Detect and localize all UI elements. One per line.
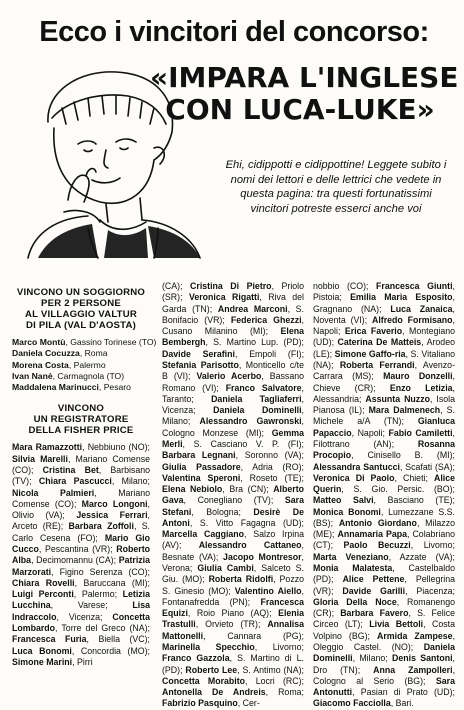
winner-name: Letizia Lucchina [12, 589, 150, 611]
winner-name: Franco Salvatore [225, 382, 302, 393]
winner-place: , Cologno al Serio (BG); [313, 664, 456, 686]
winner-place: , Bologna; [191, 506, 254, 517]
winner-name: Roberta Ridolfi [208, 574, 274, 585]
winner-name: Erica Faverio [344, 326, 403, 337]
winner-place: , S. Martino Lup. (PD); [205, 337, 304, 348]
winner-place: , S. Vitaliano (NA); [313, 348, 455, 370]
winner-place: , S. Casciano V. P. (FI); [182, 438, 304, 449]
winner-name: Francesca Furia [12, 634, 87, 645]
winner-name: Antonella De Andreis [162, 687, 266, 698]
winner-place: , Cannara (PG); [203, 630, 304, 641]
winner-place: , Livorno; [254, 642, 304, 652]
winner-name: Elena Bembergh [162, 326, 304, 348]
winner-place: (CA); [162, 281, 191, 291]
winner-name: Barbara Zoffoli [68, 521, 134, 532]
winner-place: , Empoli (FI); [234, 348, 305, 359]
winner-place: , Vicenza; [56, 611, 113, 622]
winner-name: Francesca Equizi [162, 596, 304, 619]
winner-name: Alessandra Santucci [313, 461, 400, 472]
winner-name: Marco Montù [12, 337, 66, 347]
winner-place: , Milano; [162, 405, 304, 427]
winner-name: Rosanna Procopio [313, 438, 455, 461]
names-list-col-2 [162, 281, 304, 710]
winner-place: , Cusano Milanino (MI); [162, 314, 304, 337]
winner-name: Jacopo Montresor [223, 551, 302, 562]
winner-name: Cristina Bet [42, 465, 99, 476]
winner-name: Davide Garilli [342, 585, 406, 596]
winner-name: Nicola Palmieri [12, 487, 95, 498]
winner-place: , Orvieto (TR); [195, 619, 268, 630]
winner-name: Davide Serafini [162, 348, 235, 359]
winner-place: , Palermo [68, 359, 106, 370]
winner-name: Veronica Rigatti [188, 292, 260, 303]
winner-name: Annalisa Mattonelli [162, 619, 304, 641]
winner-place: , Priolo (SR); [162, 281, 305, 303]
winner-place: , S. Felice Circeo (LT); [313, 608, 456, 630]
winner-place: , Pozzo S. Ginesio (MO); [162, 574, 305, 596]
winner-name: Alessandro Cattaneo [198, 540, 302, 551]
winner-name: Marco Longoni [81, 498, 148, 509]
winner-place: , Salceto S. Giu. (MO); [162, 563, 304, 585]
winner-name: Gloria Della Noce [313, 596, 397, 607]
winner-name: Giacomo Facciolla [313, 698, 391, 709]
winner-place: , Bra (CN); [222, 484, 274, 495]
winner-place: , Vicenza; [162, 393, 304, 416]
section-2-heading [12, 403, 150, 436]
winner-name: Antonio Giordano [338, 517, 417, 528]
winner-name: Lisa Indraccolo [12, 600, 150, 622]
winner-name: Chiara Rovelli [12, 577, 75, 588]
winner-place: , Biella (VC); [86, 634, 150, 645]
winner-place: , Roseto (TE); [240, 472, 304, 483]
winner-name: Simone Gaffo-ria [334, 348, 406, 359]
winner-entry [12, 382, 150, 393]
winner-name: Stefania Parisotto [162, 359, 239, 370]
winner-name: Monia Malatesta [313, 563, 393, 574]
winner-name: Andrea Marconi [217, 303, 288, 314]
winner-place: , Montegiano (UD); [313, 326, 455, 348]
section-1-heading-line: PER 2 PERSONE [41, 298, 121, 309]
boy-portrait-icon [8, 52, 208, 260]
winner-name: Alice Querin [313, 472, 455, 495]
winner-place: , Alessandria; [313, 382, 455, 404]
winner-place: , Arodeo (LE); [313, 337, 455, 359]
section-2-heading-line: DELLA FISHER PRICE [28, 425, 134, 437]
winner-place: , Roma; [265, 687, 304, 698]
winner-name: Mauro Donzelli [383, 371, 453, 382]
winner-place: , Colabriano (CT); [313, 529, 455, 551]
winner-name: Barbara Legnani [162, 450, 236, 461]
winner-name: Ivan Nanè [12, 370, 53, 381]
winner-place: , Piacenza; [405, 585, 455, 596]
winner-entry [12, 360, 150, 371]
winner-place: , Verona; [162, 551, 304, 574]
winner-place: , Napoli; [313, 314, 455, 337]
column-3 [313, 281, 455, 710]
winner-name: Veronica Di Paolo [313, 472, 395, 483]
winner-place: , Barbisano (TV); [12, 465, 151, 487]
winner-place: , Soronno (VA); [235, 450, 304, 461]
winner-place: , S. Bonifacio (VR); [162, 303, 304, 325]
winner-name: Anna Zampolleri [373, 664, 453, 675]
winner-name: Denis Santoni [392, 653, 453, 664]
winner-place: , S. Martino di L. (PD); [162, 653, 304, 675]
winner-name: Livia Bettoli [369, 619, 424, 630]
supertitle: Ecco i vincitori del concorso: [39, 16, 429, 48]
winner-name: Daniela Tagliaferri [211, 393, 302, 404]
winner-name: Morena Costa [12, 359, 69, 370]
winner-place: , Torre del Greco (NA); [55, 622, 150, 633]
section-1-heading-line: DI PILA (VAL D'AOSTA) [25, 320, 137, 331]
winner-name: Roberta Ferrandi [339, 359, 415, 370]
winner-name: Sara Antonutti [313, 675, 455, 698]
winner-place: , Varese; [50, 600, 133, 611]
page-header [0, 0, 464, 245]
winner-place: , Mariano Comense (CO); [12, 453, 151, 476]
winner-name: Daniela Dominelli [213, 405, 302, 416]
winner-name: Alberto Gava [162, 484, 304, 506]
winner-place: , Figino Serenza (CO); [51, 566, 150, 577]
winner-place: , Monticello c/te B (VI); [162, 359, 304, 382]
winner-place: , Castelbaldo (PD); [313, 563, 455, 585]
winner-name: Emilia Maria Esposito [350, 292, 453, 303]
winner-name: Gianluca Papaccio [313, 416, 455, 438]
winner-place: , Filottrano (AN); [313, 427, 455, 449]
winner-name: Simone Marini [12, 656, 73, 667]
winner-name: Elenia Trastulli [162, 608, 304, 630]
contest-title-line-1: «IMPARA L'INGLESE [150, 61, 459, 94]
winner-name: Chiara Pascucci [38, 476, 112, 487]
winner-name: Barbara Favero [340, 608, 409, 619]
winner-name: Alfredo Formisano [371, 314, 453, 325]
winner-place: , Chieti; [394, 472, 434, 483]
winner-place: , Chieve (CR); [313, 371, 455, 393]
winner-place: , Locri (RC); [245, 675, 304, 686]
winner-name: Luca Bonomi [12, 645, 72, 656]
winner-name: Enzo Letizia [389, 382, 453, 393]
winner-name: Patrizia Marzorati [12, 555, 150, 577]
winner-place: , Dro (TN); [313, 653, 455, 675]
winner-place: , Pescantina (VR); [38, 544, 117, 555]
winner-name: Daniela Dominelli [313, 642, 455, 664]
winner-place: , Milazzo (ME); [313, 517, 455, 540]
winner-name: Silvia Marelli [12, 453, 68, 464]
section-1-winners [12, 337, 157, 393]
winner-name: Assunta Nuzzo [365, 393, 430, 404]
winner-name: Fabio Camiletti [388, 427, 453, 438]
winner-place: , Pirri [72, 656, 93, 667]
winner-place: , Carmagnola (TO) [52, 370, 125, 381]
winner-place: , Avenzo-Carrara (MS); [313, 359, 455, 382]
winner-place: , Azzate (VA); [388, 551, 455, 562]
winner-name: Concetta Lombardo [12, 611, 150, 633]
winner-place: , Basciano (TE); [373, 495, 455, 506]
winner-name: Marcella Caggiano [162, 529, 245, 540]
winner-name: Armida Zampese [377, 630, 453, 641]
winner-entry [12, 348, 150, 359]
winner-name: Francesca Giunti [376, 281, 453, 291]
section-1-heading-line: AL VILLAGGIO VALTUR [25, 309, 137, 320]
winner-place: , Lumezzane S.S. (BS); [313, 506, 455, 528]
winner-name: Roberto Alba [12, 544, 150, 566]
winner-place: , Gragnano (NA); [313, 292, 455, 314]
winner-name: Marinella Specchio [162, 642, 255, 652]
names-list-col-1 [12, 442, 150, 668]
winner-name: Alice Pettene [342, 574, 405, 585]
winner-place: , Noventa (VI); [313, 303, 455, 325]
winner-place: , Romanengo (CR); [313, 596, 455, 619]
winner-place: , Milano; [352, 653, 393, 664]
winner-place: , Riva del Garda (TN); [162, 292, 304, 314]
winner-place: , Livorno; [410, 540, 455, 551]
winner-name: Valentino Aiello [234, 585, 302, 596]
winner-place: , Cinisello B. (MI); [351, 450, 455, 461]
winner-name: Fabrizio Pasquino [162, 698, 238, 709]
winner-place: , Pistoia; [313, 281, 455, 303]
winner-place: , Pesaro [98, 382, 131, 393]
winner-name: Mara Ramazzotti [12, 442, 83, 453]
section-1-heading-line: VINCONO UN SOGGIORNO [16, 287, 146, 298]
winner-entry [12, 371, 150, 382]
winner-name: Elena Nebiolo [162, 484, 223, 495]
winner-name: Daniela Cocuzza [12, 348, 80, 359]
winner-place: , Taranto; [162, 382, 304, 404]
winner-place: , Nebbiuno (NO); [82, 442, 150, 453]
winner-name: Mario Gio Cucco [12, 532, 150, 555]
winner-place: , S. Antimo (NA); [237, 664, 304, 675]
winner-place: , S. Vitto Fagagna (UD); [189, 517, 304, 528]
winner-place: , Fontanafredda (PN); [162, 585, 304, 607]
column-2 [162, 281, 304, 710]
winner-place: , Salzo Irpina (AV); [162, 529, 305, 551]
winner-name: Annamaria Papa [337, 529, 407, 540]
winner-name: Alessandro Gawronski [199, 416, 302, 427]
winner-name: Mara Dalmenech [368, 405, 441, 416]
winner-place: , S. Carlo Cesena (FO); [12, 521, 151, 543]
winner-place: , Arceto (RE); [12, 510, 150, 532]
winner-place: , Bassano Romano (VI); [162, 371, 305, 393]
winner-place: , Napoli; [351, 427, 389, 438]
winner-entry [12, 337, 157, 348]
winner-place: , Costa Volpino (BG); [313, 619, 456, 641]
winner-name: Luca Zanaica [390, 303, 453, 314]
winner-place: , Scafati (SA); [399, 461, 455, 472]
winner-place: , Mariano Comense (CO); [12, 487, 150, 509]
names-list-col-3 [313, 281, 455, 710]
winner-name: Roberto Lee [185, 664, 238, 675]
winner-place: , Gassino Torinese (TO) [65, 337, 157, 347]
winner-place: , S. Gio. Persic. (BO); [341, 484, 455, 495]
intro-text: Ehi, cidippotti e cidippottine! Leggete subito i nomi dei lettori e delle lettrici che vedete in questa pagina: tra questi fortunatissimi vincitori potreste esserci anche voi [225, 159, 447, 215]
winner-name: Valerio Acerbo [196, 371, 262, 382]
winner-name: Franco Gazzola [162, 653, 230, 664]
winner-place: , Roma [79, 348, 108, 359]
winner-name: Valentina Speroni [162, 472, 241, 483]
winner-place: , Isola Pianosa (IL); [313, 393, 455, 416]
winner-name: Giulia Cambi [197, 563, 254, 574]
section-1-heading [12, 287, 150, 331]
winner-name: Caterina De Matteis [337, 337, 422, 348]
winner-name: Cristina Di Pietro [190, 281, 272, 291]
contest-title-line-2: CON LUCA-LUKE» [165, 93, 435, 126]
winner-place: , Pasian di Prato (UD); [352, 687, 455, 698]
winner-place: , Decimomannu (CA); [31, 555, 119, 566]
winner-name: Marta Veneziano [313, 551, 389, 562]
winner-name: Concetta Morabito [162, 675, 246, 686]
section-2-heading-line: UN REGISTRATORE [33, 414, 129, 426]
winner-place: , Milano; [111, 476, 150, 487]
winner-name: Monica Bonomi [313, 506, 381, 517]
winner-name: Maddalena Marinucci [12, 382, 99, 393]
winner-name: Gemma Merli [162, 427, 304, 449]
winner-place: , Baruccana (MI); [74, 577, 150, 588]
winner-name: Sara Stefani [162, 495, 304, 517]
winner-place: , Adria (RO); [240, 461, 304, 472]
winner-name: Paolo Becuzzi [343, 540, 411, 551]
winner-place: , Roio Piano (AQ); [187, 608, 279, 619]
winner-place: nobbio (CO); [313, 281, 377, 291]
winner-place: , Pellegrina (VR); [313, 574, 456, 596]
winner-place: , Olivio (VA); [12, 498, 150, 521]
winner-place: , Oleggio Castel. (NO); [313, 630, 456, 652]
winner-place: , Conegliano (TV); [183, 495, 285, 506]
column-1 [12, 287, 157, 668]
winner-name: Desirè De Antoni [162, 506, 304, 528]
winner-place: , Cologno Monzese (MI); [162, 416, 304, 438]
winner-place: , Palermo; [73, 589, 123, 600]
winner-place: , S. Michele a/A (TN); [313, 405, 455, 427]
section-2-heading-line: VINCONO [57, 403, 105, 415]
winner-name: Luigi Perconti [12, 589, 74, 600]
winner-place: , Besnate (VA); [162, 540, 304, 562]
winner-name: Matteo Salvi [313, 495, 374, 506]
winner-place: , Concordia (MO); [71, 645, 150, 656]
winner-name: Giulia Passadore [162, 461, 241, 472]
winner-name: Jessica Ferrari [76, 510, 148, 521]
winner-name: Federica Ghezzi [230, 314, 302, 325]
winner-place: , Cer- [237, 698, 260, 709]
winner-place: , Bari. [390, 698, 414, 709]
